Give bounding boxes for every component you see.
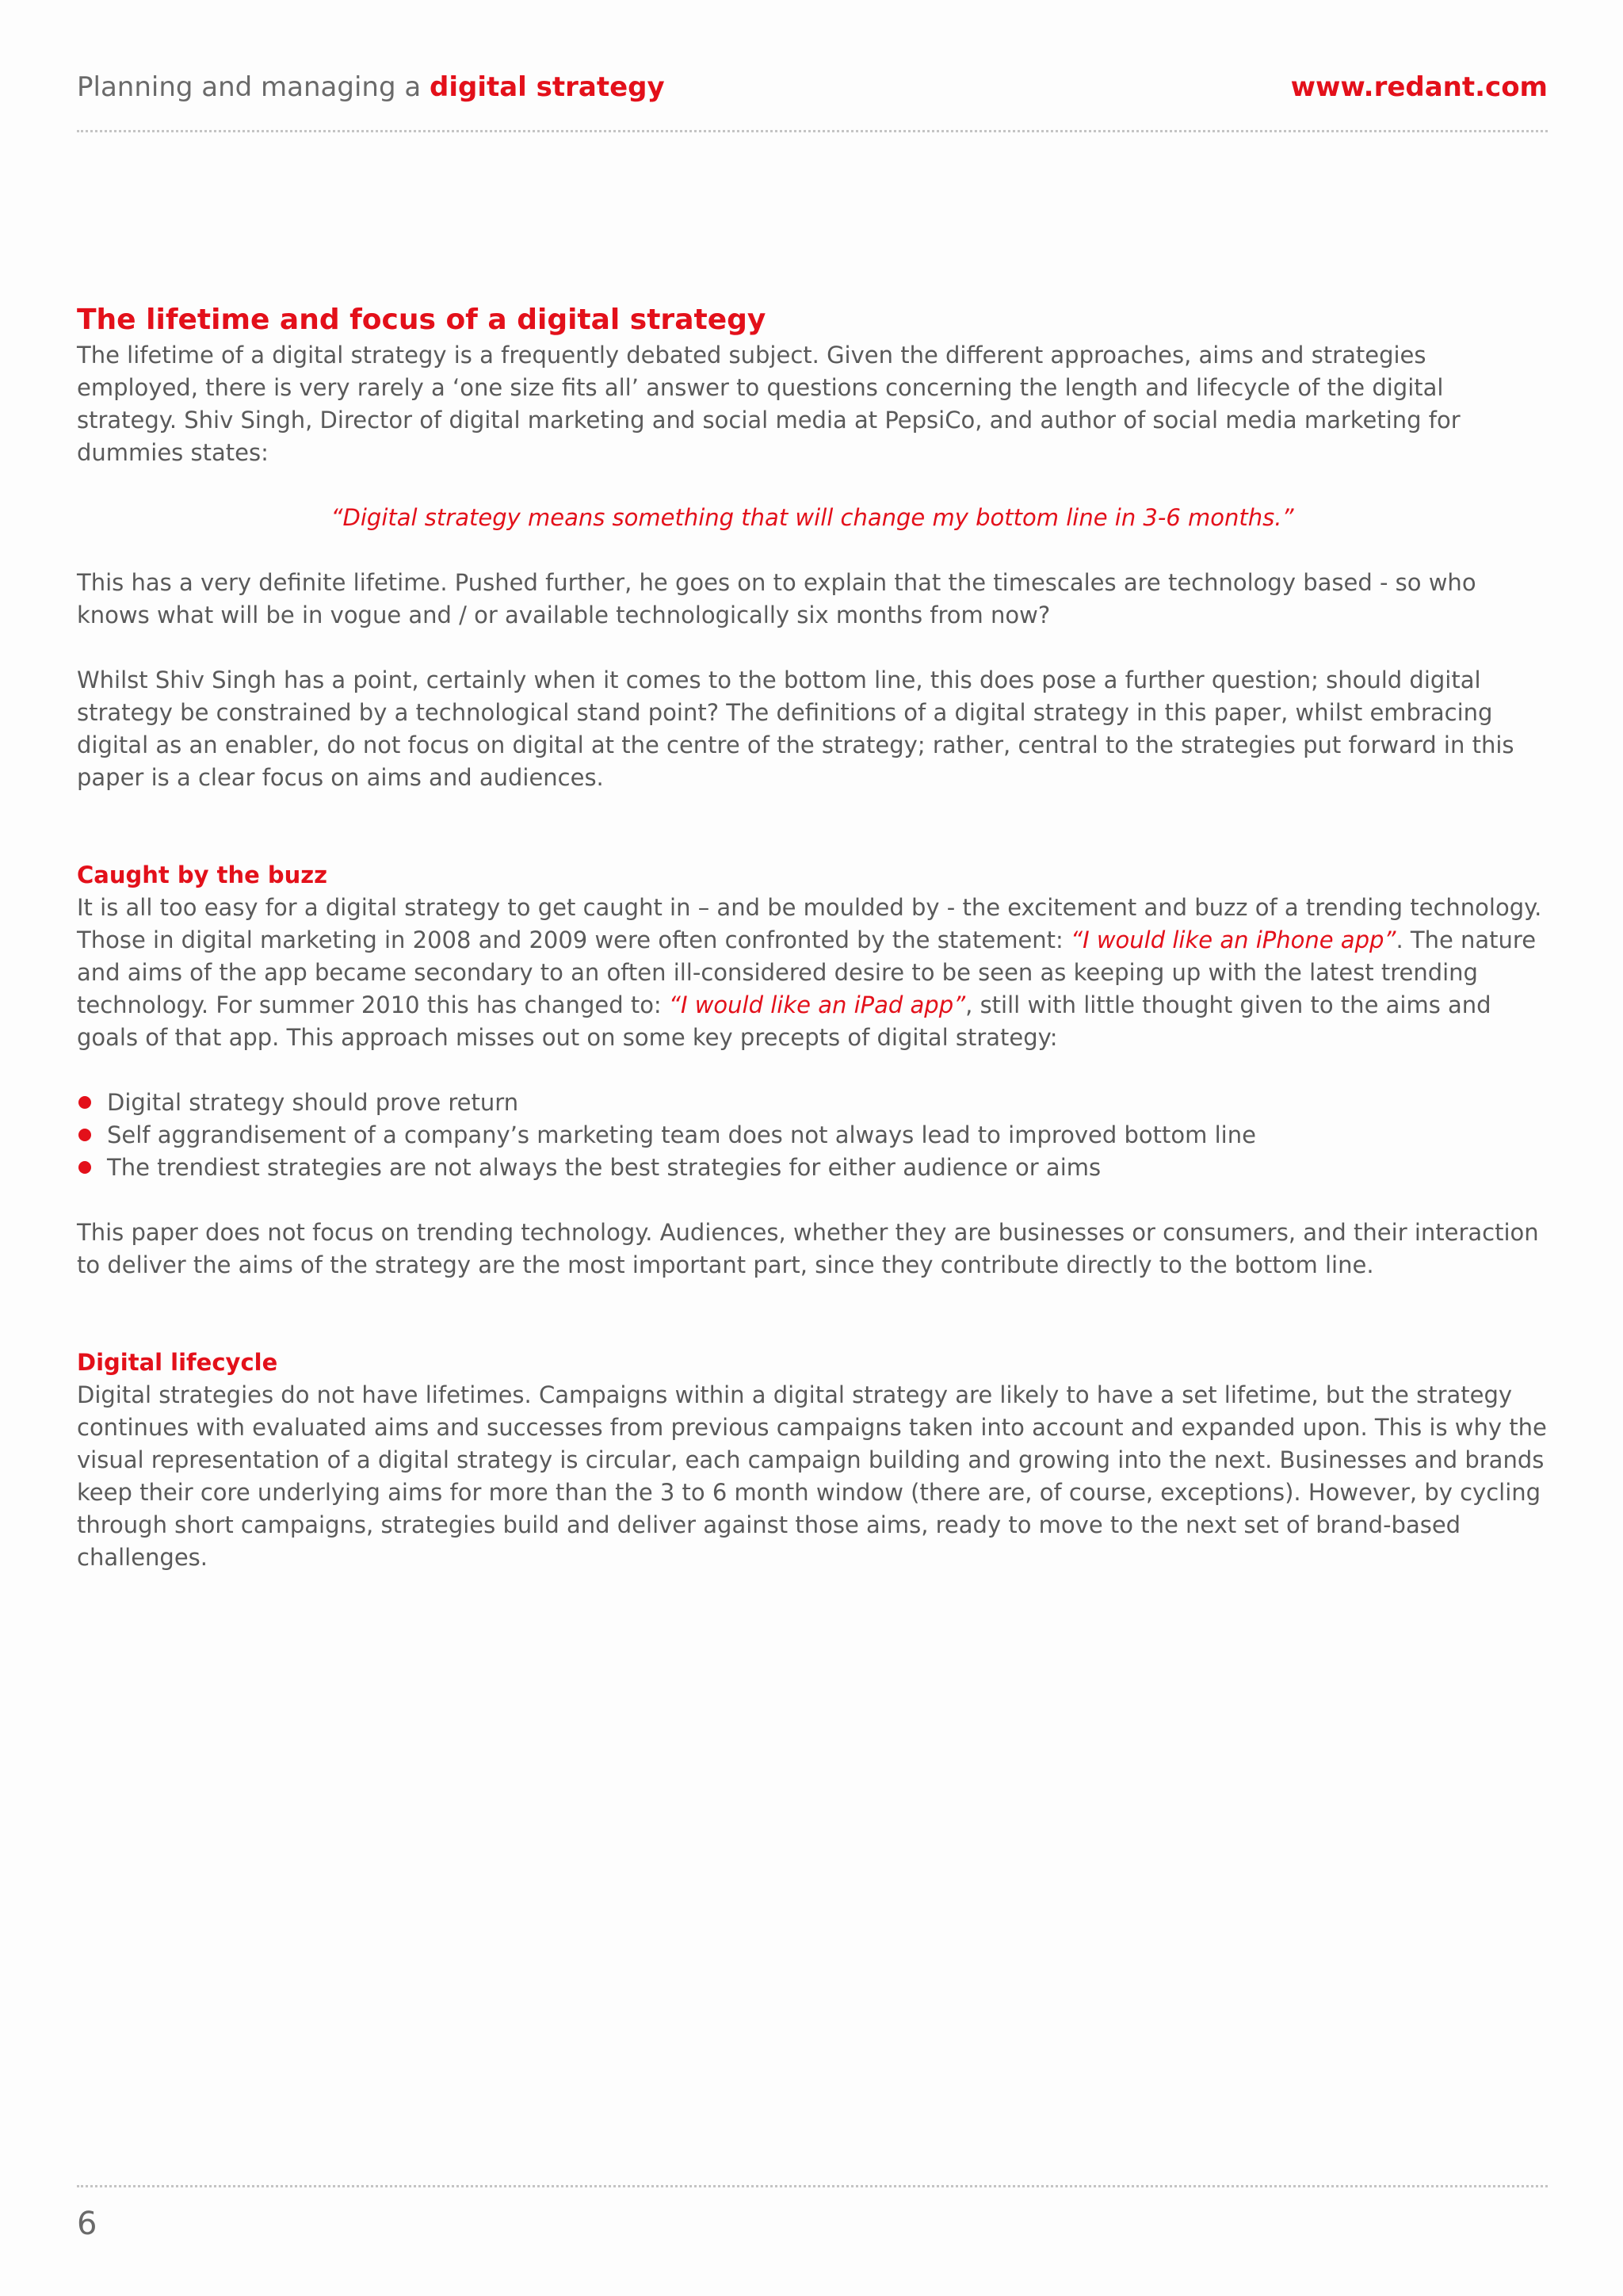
bullet-icon [78,1161,91,1174]
buzz-paragraph [77,892,1548,1054]
lifecycle-paragraph: Digital strategies do not have lifetimes. Campaigns within a digital strategy are likely to have a set lifetime, but the strategy continues with evaluated aims and successes from previous campaigns taken into account and expanded upon. This is why the visual representation of a digital strategy is circular, each campaign building and growing into the next. Businesses and brands keep their core underlying aims for more than the 3 to 6 month window (there are, of course, exceptions). However, by cycling through short campaigns, strategies build and deliver against those aims, ready to move to the next set of brand-based challenges. [77,1381,1547,1571]
buzz-text-1: It is all too easy for a digital strategy to get caught in – and be moulded by - the excitement and buzz of a trending technology. Those in digital marketing in 2008 and 2009 were often confronted by the statement: [77,894,1542,953]
buzz-text-3: , still with little thought given to the aims and goals of that app. This approach misses out on some key precepts of digital strategy: [77,991,1491,1051]
list-item: The trendiest strategies are not always the best strategies for either audience or aims [77,1152,1548,1184]
bullet-icon [78,1129,91,1141]
header-divider [77,130,1548,132]
main-content [77,301,1548,1574]
iphone-quote: “I would like an iPhone app” [1071,926,1396,953]
list-item: Self aggrandisement of a company’s marketing team does not always lead to improved bottom line [77,1119,1548,1152]
precepts-list [77,1087,1548,1184]
list-item: Digital strategy should prove return [77,1087,1548,1119]
title-lead: Planning and managing a [77,71,422,103]
website-url[interactable]: www.redant.com [1290,71,1548,103]
lifetime-paragraph: This has a very definite lifetime. Pushed further, he goes on to explain that the timescales are technology based - so who knows what will be in vogue and / or available technologically six months from now? [77,569,1476,628]
page-number: 6 [77,2206,97,2242]
buzz-text-2: . The nature and aims of the app became secondary to an often ill-considered desire to be seen as keeping up with the latest trending technology. For summer 2010 this has changed to: [77,926,1537,1018]
document-title [77,71,665,103]
bullet-icon [78,1096,91,1109]
ipad-quote: “I would like an iPad app” [668,991,966,1018]
section-heading: The lifetime and focus of a digital strategy [77,304,766,336]
intro-paragraph: The lifetime of a digital strategy is a frequently debated subject. Given the different approaches, aims and strategies employed, there is very rarely a ‘one size fits all’ answer to questions concerning the length and lifecycle of the digital strategy. Shiv Singh, Director of digital marketing and social media at PepsiCo, and author of social media marketing for dummies states: [77,342,1461,466]
buzz-heading: Caught by the buzz [77,861,328,888]
title-emphasis: digital strategy [430,71,665,103]
lifecycle-heading: Digital lifecycle [77,1349,278,1376]
page-header [77,71,1548,103]
pull-quote: “Digital strategy means something that will change my bottom line in 3-6 months.” [330,504,1294,531]
footer-divider [77,2185,1548,2187]
buzz-closing-paragraph: This paper does not focus on trending technology. Audiences, whether they are businesses or consumers, and their interaction to deliver the aims of the strategy are the most important part, since they contribute directly to the bottom line. [77,1219,1539,1278]
constraint-paragraph: Whilst Shiv Singh has a point, certainly when it comes to the bottom line, this does pose a further question; should digital strategy be constrained by a technological stand point? The definitions of a digital strategy in this paper, whilst embracing digital as an enabler, do not focus on digital at the centre of the strategy; rather, central to the strategies put forward in this paper is a clear focus on aims and audiences. [77,667,1514,791]
